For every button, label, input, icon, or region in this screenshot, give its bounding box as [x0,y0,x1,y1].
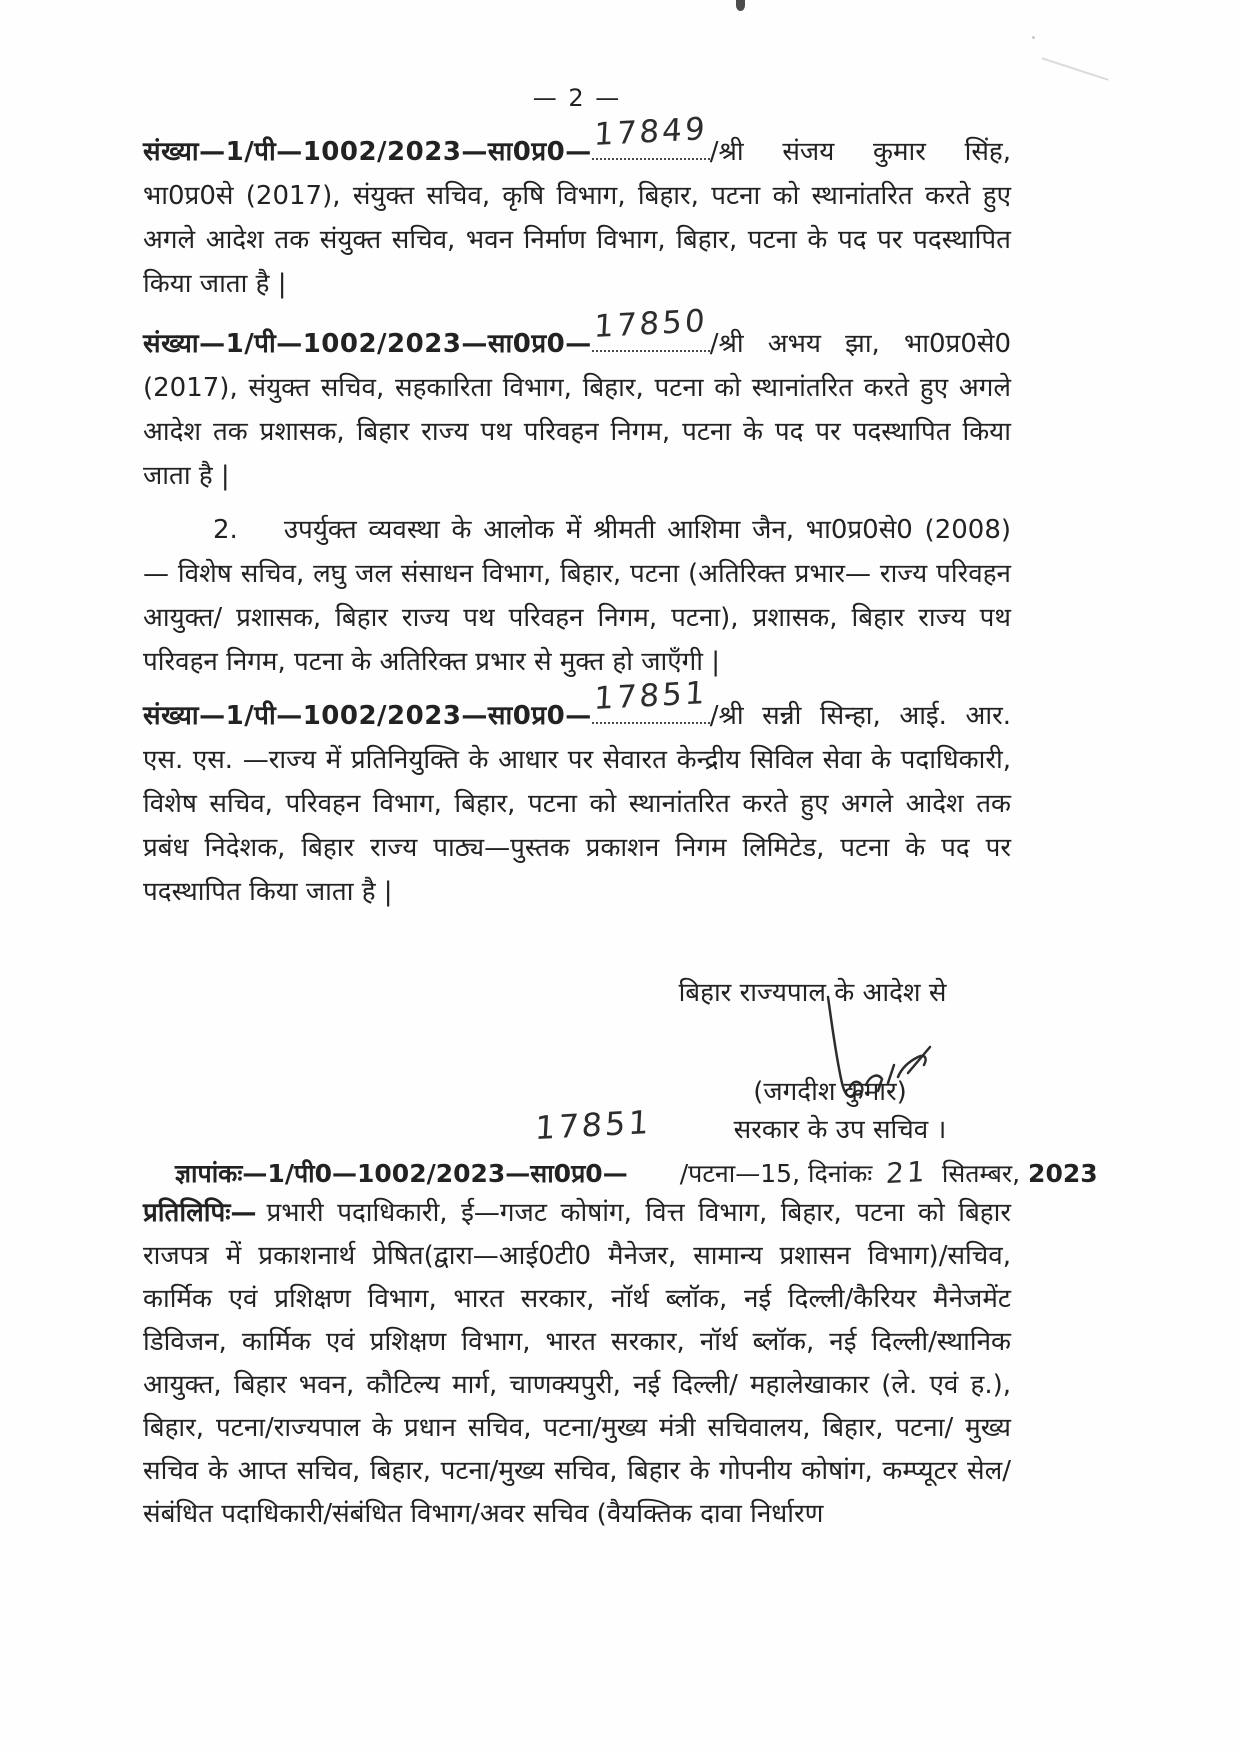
handwritten-serial-number: 17850 [592,302,709,346]
order-paragraph-17850 [143,302,1011,498]
page-number: — 2 — [532,84,622,112]
dotted-fill-line [592,110,710,160]
copy-label: प्रतिलिपिः— [143,1198,257,1228]
copy-distribution-paragraph [143,1192,1011,1536]
scan-artifact-smudge [1010,28,1120,98]
clause-number: 2. [213,515,238,545]
order-reference-number: संख्या—1/पी—1002/2023—सा0प्र0— [143,137,592,167]
order-body-text: /श्री अभय झा, भा0प्र0से0 (2017), संयुक्त सचिव, सहकारिता विभाग, बिहार, पटना को स्थानांतरित करते हुए अगले आदेश तक प्रशासक, बिहार राज्य पथ परिवहन निगम, पटना के पद पर पदस्थापित किया जाता है | [143,329,1011,491]
dotted-fill-line [592,674,710,724]
scan-artifact-top-mark [736,0,745,11]
memo-month: सितम्बर, [941,1159,1021,1188]
memo-number-line [175,1152,1098,1195]
dotted-fill-line [592,302,710,352]
order-reference-number: संख्या—1/पी—1002/2023—सा0प्र0— [143,329,592,359]
by-order-of-governor-line: बिहार राज्यपाल के आदेश से [678,978,947,1008]
order-paragraph-17849 [143,110,1011,306]
order-paragraph-17851 [143,674,1011,914]
memo-year: 2023 [1028,1159,1098,1188]
handwritten-dispatch-number: 17851 [534,1102,653,1148]
handwritten-serial-number: 17849 [592,110,709,154]
signatory-name: (जगदीश कुमार) [753,1077,907,1107]
order-body-text: /श्री संजय कुमार सिंह, भा0प्र0से (2017), संयुक्त सचिव, कृषि विभाग, बिहार, पटना को स्थानांतरित करते हुए अगले आदेश तक संयुक्त सचिव, भवन निर्माण विभाग, बिहार, पटना के पद पर पदस्थापित किया जाता है | [143,137,1011,299]
copy-body-text: प्रभारी पदाधिकारी, ई—गजट कोषांग, वित्त विभाग, बिहार, पटना को बिहार राजपत्र में प्रकाशनार्थ प्रेषित(द्वारा—आई0टी0 मैनेजर, सामान्य प्रशासन विभाग)/सचिव, कार्मिक एवं प्रशिक्षण विभाग, भारत सरकार, नॉर्थ ब्लॉक, नई दिल्ली/कैरियर मैनेजमेंट डिविजन, कार्मिक एवं प्रशिक्षण विभाग, भारत सरकार, नॉर्थ ब्लॉक, नई दिल्ली/स्थानिक आयुक्त, बिहार भवन, कौटिल्य मार्ग, चाणक्यपुरी, नई दिल्ली/ महालेखाकार (ले. एवं ह.), बिहार, पटना/राज्यपाल के प्रधान सचिव, पटना/मुख्य मंत्री सचिवालय, बिहार, पटना/ मुख्य सचिव के आप्त सचिव, बिहार, पटना/मुख्य सचिव, बिहार के गोपनीय कोषांग, कम्प्यूटर सेल/संबंधित पदाधिकारी/संबंधित विभाग/अवर सचिव (वैयक्तिक दावा निर्धारण [143,1198,1011,1529]
memo-reference-number: ज्ञापांकः—1/पी0—1002/2023—सा0प्र0— [175,1159,628,1188]
clause-2-paragraph [143,508,1011,684]
memo-place-date-label: /पटना—15, दिनांकः [679,1159,873,1188]
handwritten-date-day: 21 [885,1154,929,1191]
clause-body-text: उपर्युक्त व्यवस्था के आलोक में श्रीमती आशिमा जैन, भा0प्र0से0 (2008) — विशेष सचिव, लघु जल संसाधन विभाग, बिहार, पटना (अतिरिक्त प्रभार— राज्य परिवहन आयुक्त/ प्रशासक, बिहार राज्य पथ परिवहन निगम, पटना), प्रशासक, बिहार राज्य पथ परिवहन निगम, पटना के अतिरिक्त प्रभार से मुक्त हो जाएँगी | [143,515,1011,677]
order-body-text: /श्री सन्नी सिन्हा, आई. आर. एस. एस. —राज्य में प्रतिनियुक्ति के आधार पर सेवारत केन्द्रीय सिविल सेवा के पदाधिकारी, विशेष सचिव, परिवहन विभाग, बिहार, पटना को स्थानांतरित करते हुए अगले आदेश तक प्रबंध निदेशक, बिहार राज्य पाठ्य—पुस्तक प्रकाशन निगम लिमिटेड, पटना के पद पर पदस्थापित किया जाता है | [143,701,1011,907]
order-reference-number: संख्या—1/पी—1002/2023—सा0प्र0— [143,701,592,731]
signatory-designation: सरकार के उप सचिव । [733,1115,947,1145]
handwritten-serial-number: 17851 [592,674,709,718]
